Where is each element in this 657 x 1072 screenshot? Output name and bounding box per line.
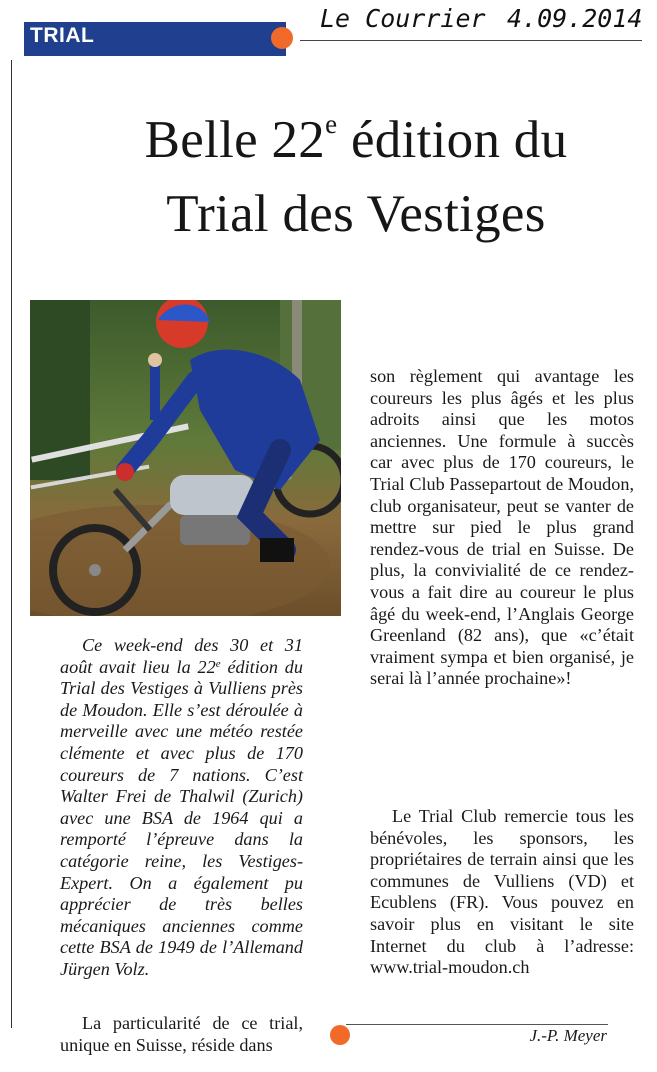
headline-line-2: Trial des Vestiges [166,185,546,243]
newspaper-name: Le Courrier [320,4,486,33]
lead-paragraph: Ce week-end des 30 et 31 août avait lieu la 22e édition du Trial des Vestiges à Vulliens près de Moudon. Elle s’est déroulée à merveille avec une météo restée clémente et avec plus de 170 coureurs de 7 nations. C’est Walter Frei de Thalwil (Zurich) avec une BSA de 1964 qui a remporté l’épreuve dans la catégorie reine, les Vestiges-Expert. On a également pu apprécier de très belles mécaniques anciennes comme cette BSA de 1949 de l’Allemand Jürgen Volz. [60,635,303,979]
body-right-paragraph-1: son règlement qui avantage les coureurs les plus âgés et les plus adroits ainsi que les motos anciennes. Une formule à succès car avec plus de 170 coureurs, le Trial Club Passepartout de Moudon, club organisateur, peut se vanter de mettre sur pied le plus grand rendez-vous de trial en Suisse. De plus, la convivialité de ce rendez-vous a fait dire au coureur le plus âgé du week-end, l’Anglais George Greenland (82 ans), que «c’était vraiment sympa et bien organisé, je serai là l’année prochaine»! [370,366,634,689]
headline-line-1: Belle 22e édition du [144,109,568,169]
source-underline [300,40,642,41]
section-dot-icon [271,27,293,49]
body-left-paragraph: La particularité de ce trial, unique en Suisse, réside dans [60,1013,303,1055]
motorbike-rider-photo [30,300,341,616]
body-right-paragraph-2: Le Trial Club remercie tous les bénévoles, les sponsors, les propriétaires de terrain ainsi que les communes de Vulliens (VD) et Ecublens (FR). Vous pouvez en savoir plus en visitant le site Internet du club à l’adresse: www.trial-moudon.ch [370,806,634,978]
byline: J.-P. Meyer [529,1026,607,1045]
publication-date: 4.09.2014 [507,4,643,33]
byline-rule [346,1024,608,1025]
left-column-rule [11,60,12,1028]
section-label: TRIAL [30,24,95,47]
byline-dot-icon [330,1025,350,1045]
